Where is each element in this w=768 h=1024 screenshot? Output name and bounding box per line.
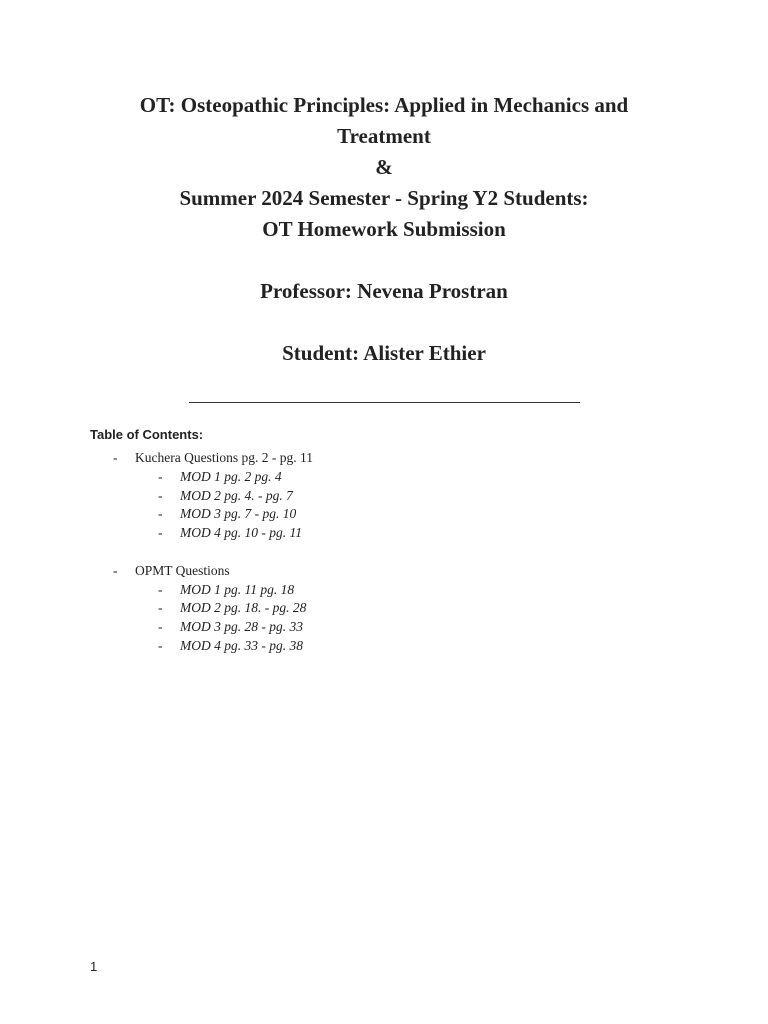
bullet-dash: - <box>113 562 118 578</box>
bullet-dash: - <box>158 619 163 635</box>
toc-section-label: Kuchera Questions pg. 2 - pg. 11 <box>135 450 313 465</box>
header-gap <box>0 245 768 276</box>
ampersand: & <box>375 155 393 179</box>
toc-section-opmt <box>0 562 768 581</box>
toc-item-label: MOD 3 pg. 28 - pg. 33 <box>180 619 303 635</box>
toc-spacer <box>0 543 768 562</box>
page-number: 1 <box>90 959 98 974</box>
bullet-dash: - <box>158 525 163 541</box>
toc-item <box>0 618 768 637</box>
toc-section-kuchera <box>0 449 768 468</box>
toc-section-label: OPMT Questions <box>135 562 230 578</box>
toc-item-label: MOD 2 pg. 18. - pg. 28 <box>180 600 307 616</box>
table-of-contents <box>0 449 768 656</box>
horizontal-divider <box>189 402 580 403</box>
submission-heading: OT Homework Submission <box>262 217 506 241</box>
course-title-line-2: Treatment <box>337 124 431 148</box>
toc-item-label: MOD 1 pg. 2 pg. 4 <box>180 468 282 484</box>
bullet-dash: - <box>113 450 118 465</box>
toc-item <box>0 637 768 656</box>
bullet-dash: - <box>158 487 163 503</box>
bullet-dash: - <box>158 581 163 597</box>
toc-item <box>0 524 768 543</box>
bullet-dash: - <box>158 506 163 522</box>
toc-item <box>0 468 768 487</box>
toc-item-label: MOD 2 pg. 4. - pg. 7 <box>180 487 293 503</box>
semester-heading: Summer 2024 Semester - Spring Y2 Students: <box>179 186 589 210</box>
toc-item <box>0 487 768 506</box>
toc-item-label: MOD 3 pg. 7 - pg. 10 <box>180 506 297 522</box>
toc-item <box>0 505 768 524</box>
student-name: Student: Alister Ethier <box>282 341 486 365</box>
toc-heading: Table of Contents: <box>90 427 204 442</box>
professor-name: Professor: Nevena Prostran <box>260 279 508 303</box>
toc-item <box>0 581 768 600</box>
header-gap <box>0 307 768 338</box>
bullet-dash: - <box>158 637 163 653</box>
toc-item-label: MOD 1 pg. 11 pg. 18 <box>180 581 295 597</box>
toc-item-label: MOD 4 pg. 10 - pg. 11 <box>180 525 302 541</box>
bullet-dash: - <box>158 600 163 616</box>
toc-item-label: MOD 4 pg. 33 - pg. 38 <box>180 637 303 653</box>
document-header <box>0 90 768 369</box>
bullet-dash: - <box>158 468 163 484</box>
course-title-line-1: OT: Osteopathic Principles: Applied in Mechanics and <box>139 93 629 117</box>
toc-item <box>0 599 768 618</box>
